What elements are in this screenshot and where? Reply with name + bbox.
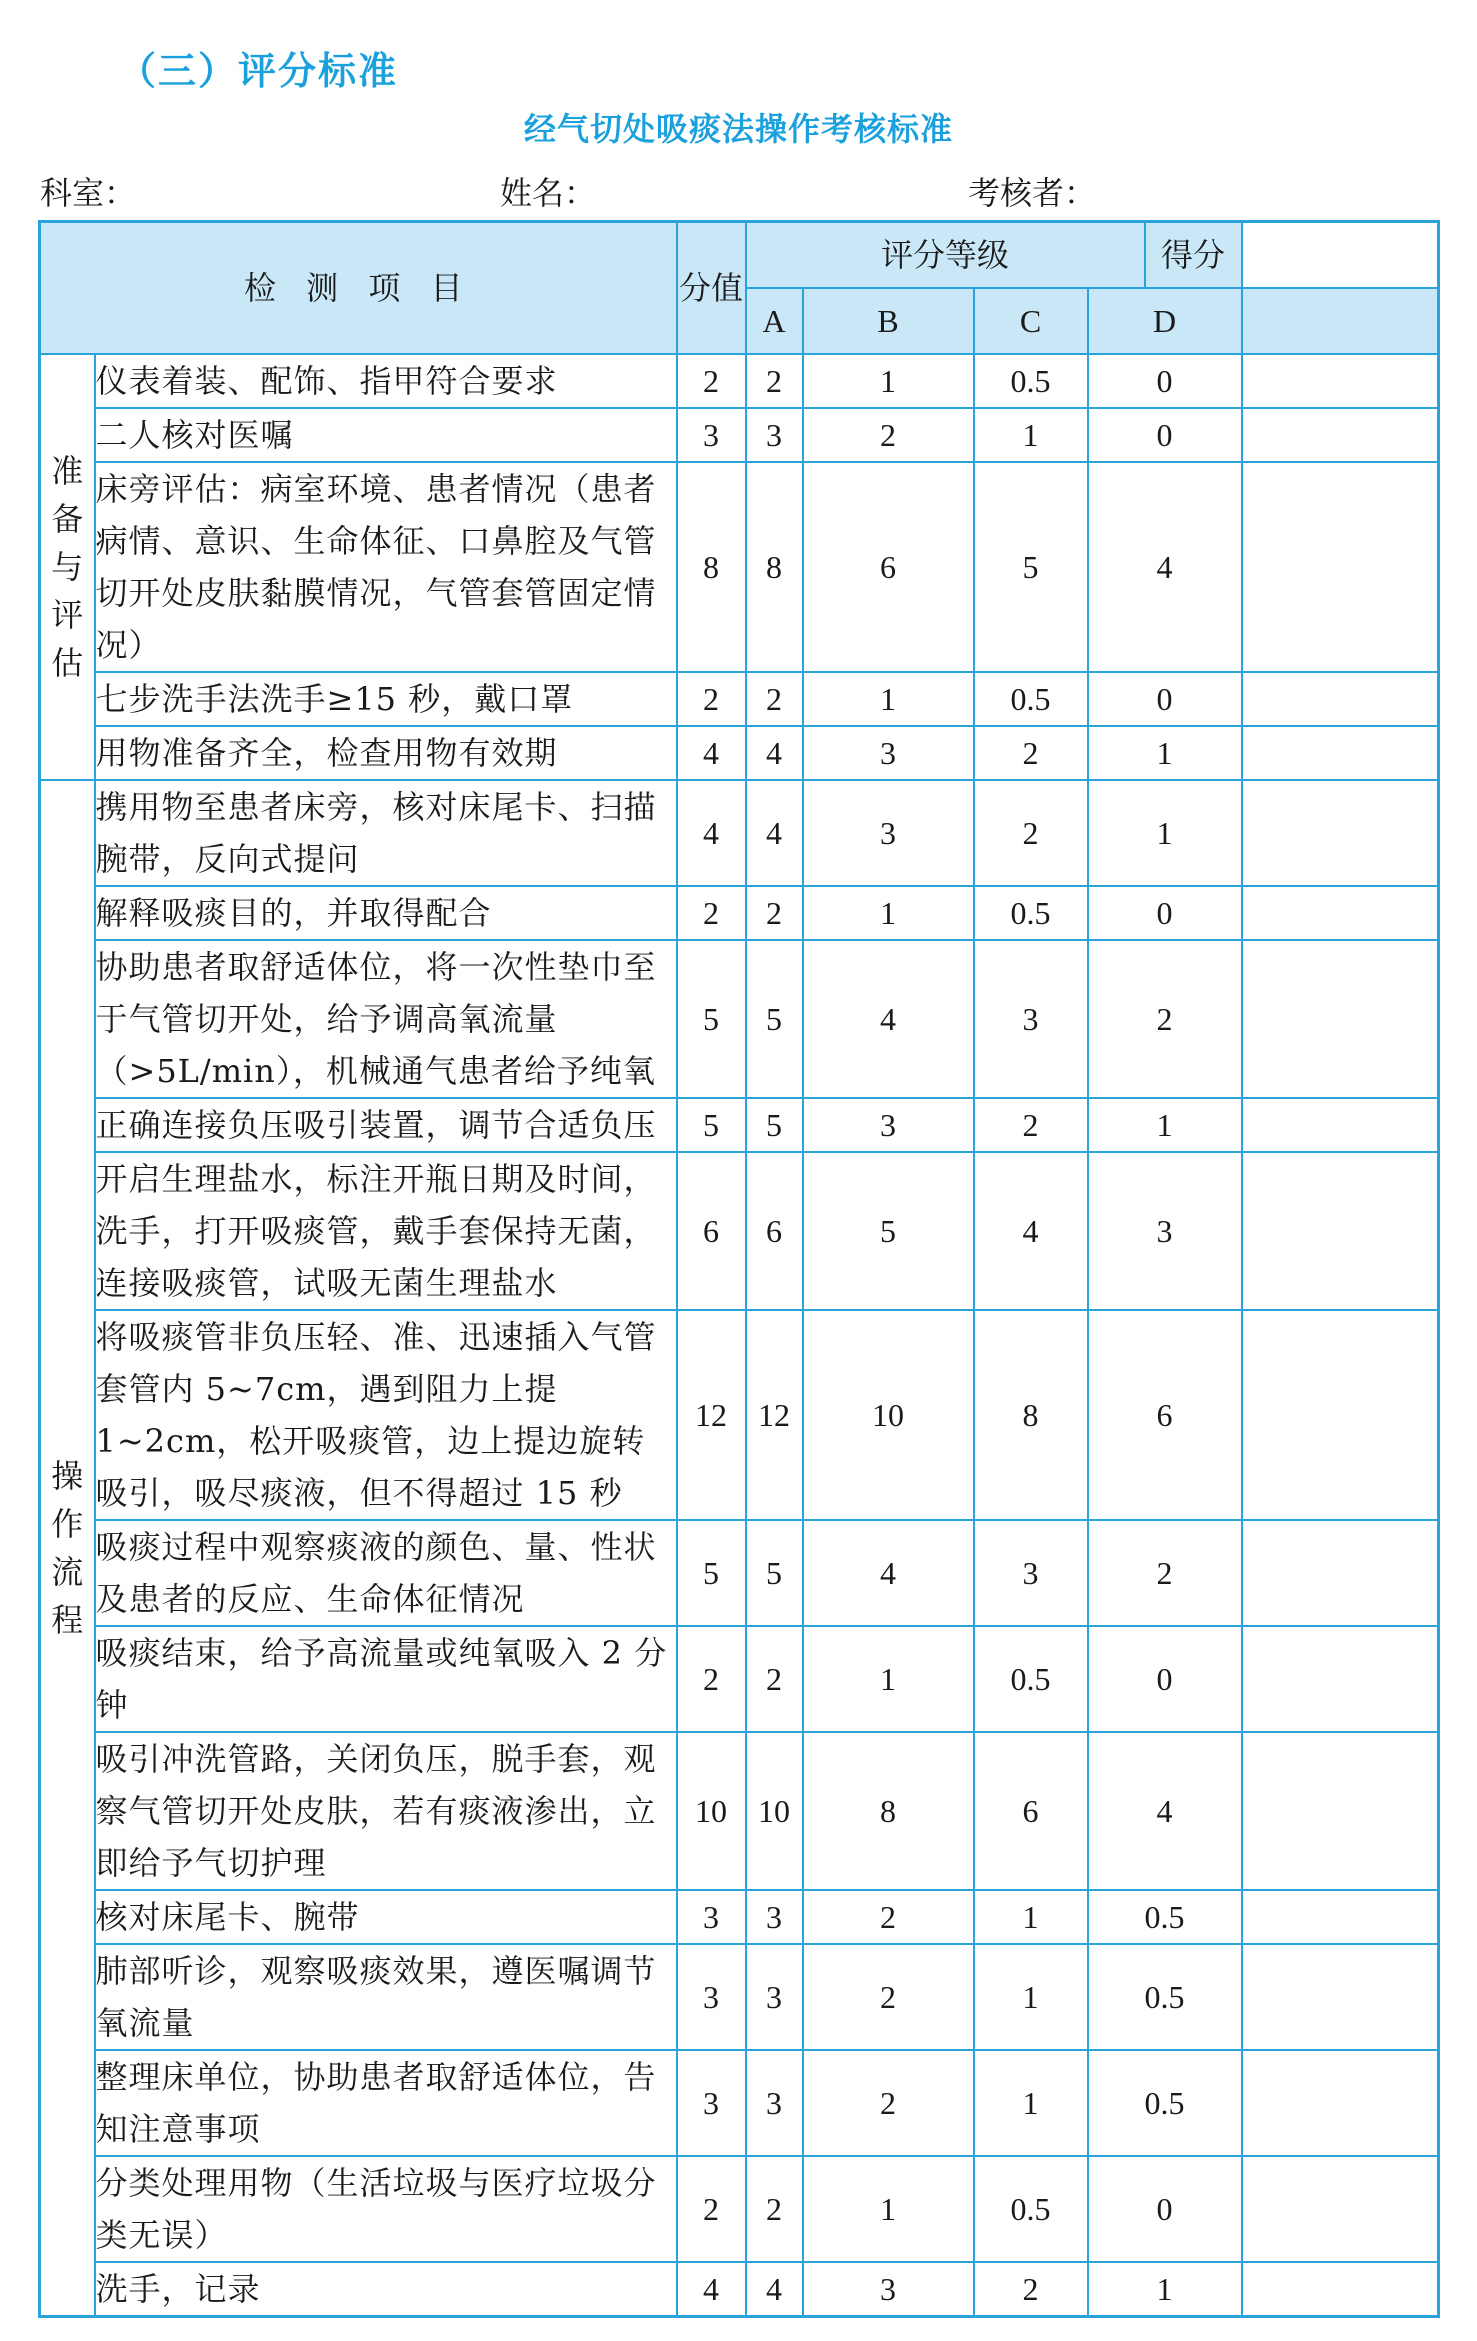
header-grade-c: C — [974, 288, 1088, 354]
grade-d-cell: 1 — [1088, 1098, 1242, 1152]
grade-a-cell: 4 — [746, 780, 803, 886]
table-row — [40, 408, 1439, 462]
value-cell: 2 — [677, 354, 746, 408]
grade-b-cell: 3 — [803, 726, 974, 780]
grade-b-cell: 3 — [803, 1098, 974, 1152]
grade-a-cell: 2 — [746, 1626, 803, 1732]
value-cell: 3 — [677, 408, 746, 462]
item-cell: 吸引冲洗管路，关闭负压，脱手套，观察气管切开处皮肤，若有痰液渗出，立即给予气切护理 — [95, 1732, 677, 1890]
grade-a-cell: 3 — [746, 408, 803, 462]
header-grade-a: A — [746, 288, 803, 354]
item-cell: 协助患者取舒适体位，将一次性垫巾至于气管切开处，给予调高氧流量（>5L/min），机械通气患者给予纯氧 — [95, 940, 677, 1098]
value-cell: 2 — [677, 2156, 746, 2262]
header-score: 得分 — [1145, 222, 1242, 289]
value-cell: 2 — [677, 886, 746, 940]
grade-a-cell: 3 — [746, 1890, 803, 1944]
value-cell: 4 — [677, 780, 746, 886]
header-grade: 评分等级 — [746, 222, 1145, 289]
grade-c-cell: 0.5 — [974, 672, 1088, 726]
grade-c-cell: 5 — [974, 462, 1088, 672]
score-cell[interactable] — [1242, 1944, 1439, 2050]
grade-a-cell: 2 — [746, 886, 803, 940]
score-cell[interactable] — [1242, 408, 1439, 462]
grade-d-cell: 2 — [1088, 940, 1242, 1098]
header-item: 检 测 项 目 — [40, 222, 677, 355]
table-row — [40, 354, 1439, 408]
header-grade-d: D — [1088, 288, 1242, 354]
grade-d-cell: 2 — [1088, 1520, 1242, 1626]
section-title: （三）评分标准 — [118, 49, 399, 93]
value-cell: 8 — [677, 462, 746, 672]
grade-a-cell: 5 — [746, 1520, 803, 1626]
grade-b-cell: 2 — [803, 408, 974, 462]
grade-d-cell: 0 — [1088, 672, 1242, 726]
item-cell: 正确连接负压吸引装置，调节合适负压 — [95, 1098, 677, 1152]
table-row — [40, 1152, 1439, 1310]
table-row — [40, 940, 1439, 1098]
grade-d-cell: 0 — [1088, 408, 1242, 462]
grade-d-cell: 0.5 — [1088, 1944, 1242, 2050]
grade-a-cell: 6 — [746, 1152, 803, 1310]
score-cell[interactable] — [1242, 354, 1439, 408]
table-row — [40, 462, 1439, 672]
grade-b-cell: 2 — [803, 1944, 974, 2050]
grade-c-cell: 2 — [974, 780, 1088, 886]
grade-d-cell: 1 — [1088, 2262, 1242, 2317]
score-cell[interactable] — [1242, 1310, 1439, 1520]
document-title: 经气切处吸痰法操作考核标准 — [523, 110, 953, 148]
grade-d-cell: 4 — [1088, 462, 1242, 672]
score-cell[interactable] — [1242, 1520, 1439, 1626]
grade-a-cell: 10 — [746, 1732, 803, 1890]
grade-b-cell: 1 — [803, 354, 974, 408]
score-cell[interactable] — [1242, 726, 1439, 780]
score-cell[interactable] — [1242, 1890, 1439, 1944]
score-cell[interactable] — [1242, 2156, 1439, 2262]
category-cell — [40, 780, 95, 2317]
grade-d-cell: 0 — [1088, 354, 1242, 408]
grade-c-cell: 0.5 — [974, 886, 1088, 940]
grade-a-cell: 5 — [746, 940, 803, 1098]
value-cell: 10 — [677, 1732, 746, 1890]
grade-b-cell: 6 — [803, 462, 974, 672]
score-cell[interactable] — [1242, 2050, 1439, 2156]
value-cell: 3 — [677, 1944, 746, 2050]
value-cell: 5 — [677, 940, 746, 1098]
grade-b-cell: 3 — [803, 2262, 974, 2317]
grade-c-cell: 0.5 — [974, 354, 1088, 408]
item-cell: 床旁评估：病室环境、患者情况（患者病情、意识、生命体征、口鼻腔及气管切开处皮肤黏膜情况，气管套管固定情况） — [95, 462, 677, 672]
grade-c-cell: 1 — [974, 408, 1088, 462]
grade-b-cell: 2 — [803, 1890, 974, 1944]
table-row — [40, 2156, 1439, 2262]
value-cell: 6 — [677, 1152, 746, 1310]
grade-d-cell: 1 — [1088, 726, 1242, 780]
grade-d-cell: 0.5 — [1088, 2050, 1242, 2156]
grade-b-cell: 5 — [803, 1152, 974, 1310]
grade-a-cell: 5 — [746, 1098, 803, 1152]
score-cell[interactable] — [1242, 462, 1439, 672]
table-row — [40, 886, 1439, 940]
category-label: 操作流程 — [51, 1457, 84, 1639]
item-cell: 二人核对医嘱 — [95, 408, 677, 462]
grade-a-cell: 2 — [746, 354, 803, 408]
grade-c-cell: 4 — [974, 1152, 1088, 1310]
grade-b-cell: 1 — [803, 1626, 974, 1732]
item-cell: 携用物至患者床旁，核对床尾卡、扫描腕带，反向式提问 — [95, 780, 677, 886]
scoring-table — [38, 220, 1440, 2318]
grade-c-cell: 2 — [974, 726, 1088, 780]
item-cell: 核对床尾卡、腕带 — [95, 1890, 677, 1944]
grade-d-cell: 6 — [1088, 1310, 1242, 1520]
score-cell[interactable] — [1242, 886, 1439, 940]
grade-b-cell: 10 — [803, 1310, 974, 1520]
grade-c-cell: 0.5 — [974, 1626, 1088, 1732]
item-cell: 洗手，记录 — [95, 2262, 677, 2317]
grade-b-cell: 2 — [803, 2050, 974, 2156]
table-row — [40, 672, 1439, 726]
score-cell[interactable] — [1242, 672, 1439, 726]
header-grade-b: B — [803, 288, 974, 354]
grade-c-cell: 0.5 — [974, 2156, 1088, 2262]
item-cell: 开启生理盐水，标注开瓶日期及时间，洗手，打开吸痰管，戴手套保持无菌，连接吸痰管，试吸无菌生理盐水 — [95, 1152, 677, 1310]
department-label: 科室： — [40, 174, 137, 212]
grade-a-cell: 12 — [746, 1310, 803, 1520]
table-row — [40, 1098, 1439, 1152]
score-cell[interactable] — [1242, 1732, 1439, 1890]
grade-a-cell: 4 — [746, 726, 803, 780]
table-row — [40, 1890, 1439, 1944]
item-cell: 分类处理用物（生活垃圾与医疗垃圾分类无误） — [95, 2156, 677, 2262]
grade-a-cell: 3 — [746, 1944, 803, 2050]
table-row — [40, 1310, 1439, 1520]
score-cell[interactable] — [1242, 1152, 1439, 1310]
table-row — [40, 2050, 1439, 2156]
grade-d-cell: 0.5 — [1088, 1890, 1242, 1944]
grade-c-cell: 1 — [974, 1890, 1088, 1944]
value-cell: 2 — [677, 672, 746, 726]
grade-b-cell: 4 — [803, 1520, 974, 1626]
item-cell: 用物准备齐全，检查用物有效期 — [95, 726, 677, 780]
grade-b-cell: 1 — [803, 2156, 974, 2262]
item-cell: 七步洗手法洗手≥15 秒，戴口罩 — [95, 672, 677, 726]
grade-c-cell: 2 — [974, 2262, 1088, 2317]
score-cell[interactable] — [1242, 2262, 1439, 2317]
table-row — [40, 2262, 1439, 2317]
value-cell: 4 — [677, 2262, 746, 2317]
item-cell: 吸痰过程中观察痰液的颜色、量、性状及患者的反应、生命体征情况 — [95, 1520, 677, 1626]
grade-c-cell: 8 — [974, 1310, 1088, 1520]
item-cell: 整理床单位，协助患者取舒适体位，告知注意事项 — [95, 2050, 677, 2156]
grade-c-cell: 2 — [974, 1098, 1088, 1152]
value-cell: 5 — [677, 1098, 746, 1152]
value-cell: 3 — [677, 1890, 746, 1944]
grade-a-cell: 4 — [746, 2262, 803, 2317]
grade-d-cell: 3 — [1088, 1152, 1242, 1310]
score-cell[interactable] — [1242, 1626, 1439, 1732]
grade-c-cell: 6 — [974, 1732, 1088, 1890]
value-cell: 5 — [677, 1520, 746, 1626]
score-cell[interactable] — [1242, 940, 1439, 1098]
item-cell: 解释吸痰目的，并取得配合 — [95, 886, 677, 940]
header-score-blank — [1242, 288, 1439, 354]
table-row — [40, 1944, 1439, 2050]
value-cell: 12 — [677, 1310, 746, 1520]
examiner-label: 考核者： — [968, 174, 1097, 212]
item-cell: 将吸痰管非负压轻、准、迅速插入气管套管内 5~7cm，遇到阻力上提 1~2cm，松开吸痰管，边上提边旋转吸引，吸尽痰液，但不得超过 15 秒 — [95, 1310, 677, 1520]
grade-c-cell: 3 — [974, 1520, 1088, 1626]
grade-d-cell: 0 — [1088, 1626, 1242, 1732]
value-cell: 3 — [677, 2050, 746, 2156]
score-cell[interactable] — [1242, 1098, 1439, 1152]
category-cell — [40, 354, 95, 780]
header-value: 分值 — [677, 222, 746, 355]
grade-d-cell: 4 — [1088, 1732, 1242, 1890]
grade-c-cell: 1 — [974, 1944, 1088, 2050]
item-cell: 吸痰结束，给予高流量或纯氧吸入 2 分钟 — [95, 1626, 677, 1732]
grade-c-cell: 1 — [974, 2050, 1088, 2156]
grade-b-cell: 1 — [803, 886, 974, 940]
table-row — [40, 780, 1439, 886]
grade-d-cell: 1 — [1088, 780, 1242, 886]
value-cell: 2 — [677, 1626, 746, 1732]
grade-b-cell: 1 — [803, 672, 974, 726]
table-row — [40, 1732, 1439, 1890]
grade-a-cell: 8 — [746, 462, 803, 672]
name-label: 姓名： — [500, 174, 597, 212]
item-cell: 肺部听诊，观察吸痰效果，遵医嘱调节氧流量 — [95, 1944, 677, 2050]
score-cell[interactable] — [1242, 780, 1439, 886]
category-label: 准备与评估 — [51, 452, 84, 682]
grade-c-cell: 3 — [974, 940, 1088, 1098]
table-body — [40, 354, 1439, 2317]
grade-a-cell: 2 — [746, 672, 803, 726]
grade-d-cell: 0 — [1088, 886, 1242, 940]
table-row — [40, 1626, 1439, 1732]
grade-d-cell: 0 — [1088, 2156, 1242, 2262]
value-cell: 4 — [677, 726, 746, 780]
grade-b-cell: 3 — [803, 780, 974, 886]
table-row — [40, 1520, 1439, 1626]
table-row — [40, 726, 1439, 780]
grade-b-cell: 4 — [803, 940, 974, 1098]
grade-a-cell: 2 — [746, 2156, 803, 2262]
item-cell: 仪表着装、配饰、指甲符合要求 — [95, 354, 677, 408]
grade-b-cell: 8 — [803, 1732, 974, 1890]
grade-a-cell: 3 — [746, 2050, 803, 2156]
